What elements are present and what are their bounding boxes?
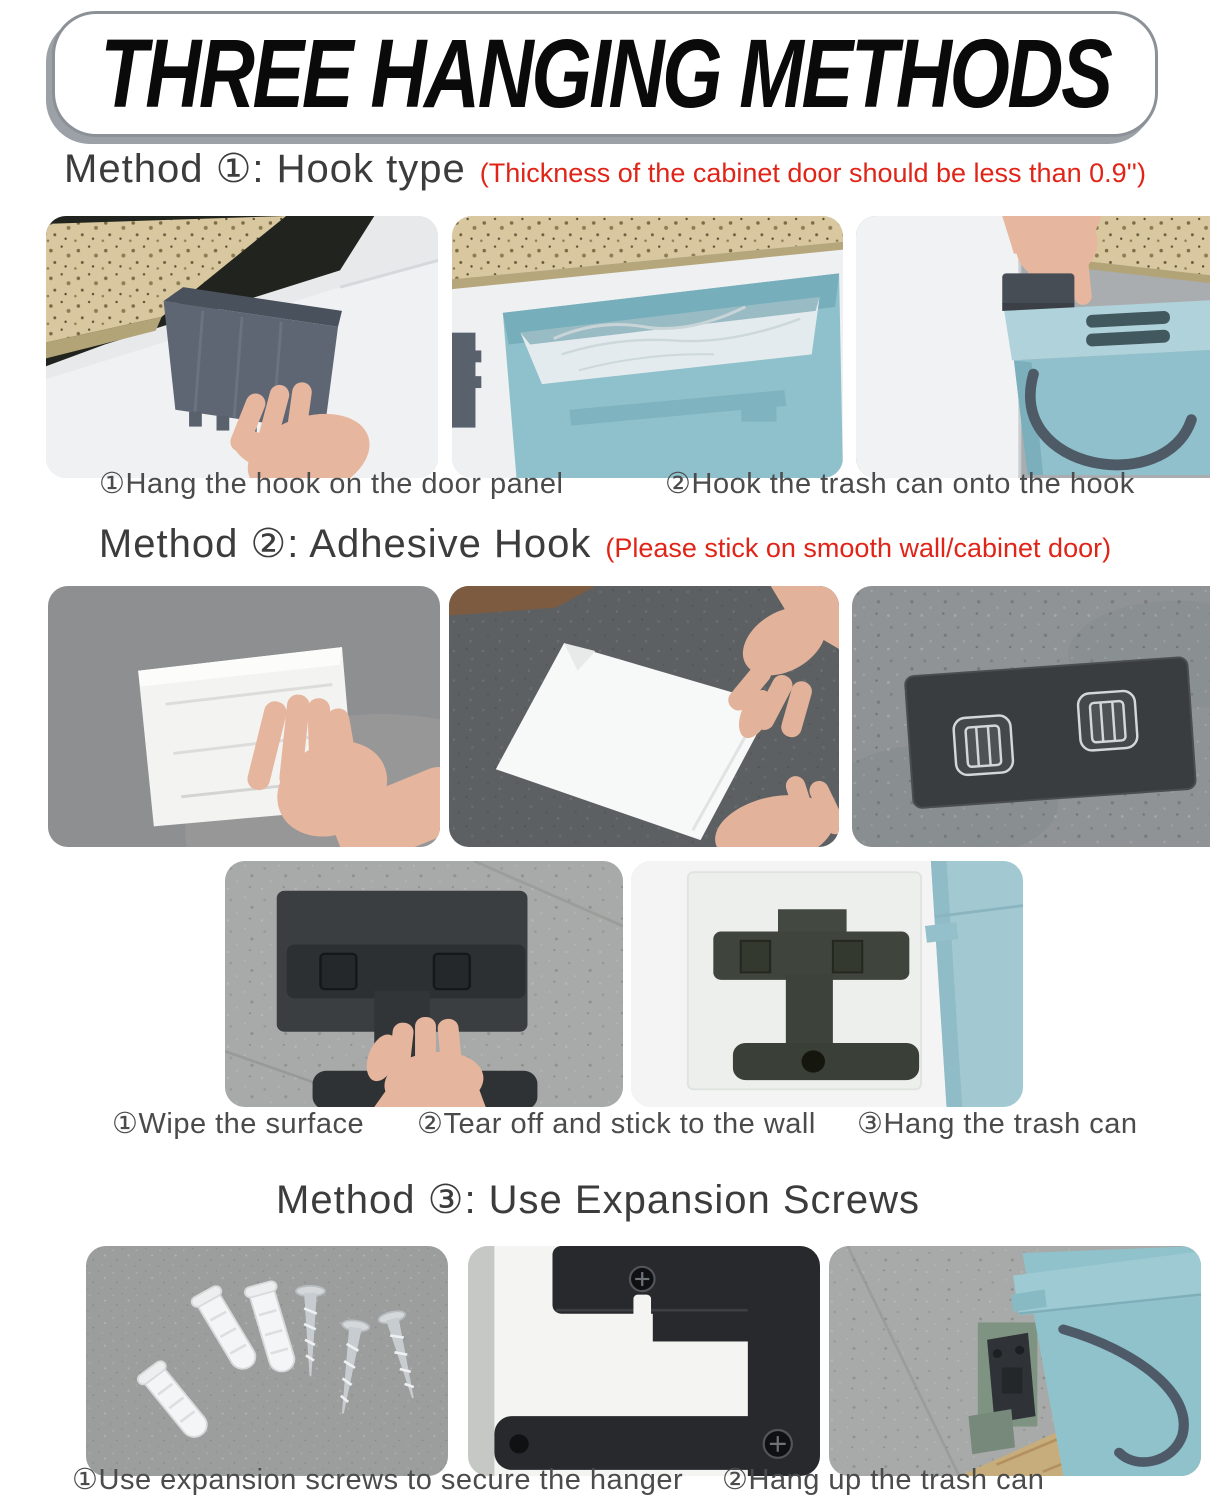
method-2-heading [0, 521, 1210, 567]
bin-on-bracket-illustration [829, 1246, 1201, 1476]
caption-hang-trash-can: ③Hang the trash can [857, 1108, 1138, 1140]
method-1-heading-text: Method ①: Hook type [64, 147, 466, 191]
caption-hang-up-trash-can: ②Hang up the trash can [722, 1464, 1045, 1496]
method-3-heading-text: Method ③: Use Expansion Screws [276, 1178, 920, 1222]
method-2-heading-text: Method ②: Adhesive Hook [98, 522, 592, 566]
caption-expansion-screws: ①Use expansion screws to secure the hanger [72, 1464, 684, 1496]
hanger-screwed-illustration [468, 1246, 820, 1476]
caption-wipe-surface: ①Wipe the surface [112, 1108, 365, 1140]
trash-can-lidded-graphic [1004, 299, 1210, 475]
photo-hanger-screwed [468, 1246, 820, 1476]
photo-hang-hanger-on-adhesive [225, 861, 623, 1107]
method-1-note: (Thickness of the cabinet door should be less than 0.9'') [479, 158, 1146, 188]
photo-hooking-lidded-bin [856, 216, 1210, 478]
photo-wipe-surface [48, 586, 440, 847]
photo-adhesive-plate-on-wall [852, 586, 1210, 847]
method-3-heading [0, 1177, 1210, 1223]
adhesive-plate-graphic [905, 657, 1196, 808]
page-title: THREE HANGING METHODS [99, 19, 1111, 128]
caption-hook-trash-can: ②Hook the trash can onto the hook [665, 468, 1135, 500]
method-1-heading [0, 146, 1210, 192]
hooking-lidded-bin-illustration [856, 216, 1210, 478]
hang-hanger-illustration [225, 861, 623, 1107]
wipe-surface-illustration [48, 586, 440, 847]
hook-on-door-illustration [46, 216, 438, 478]
photo-hook-on-door [46, 216, 438, 478]
tear-adhesive-illustration [449, 586, 839, 847]
photo-hanger-beside-bin [631, 861, 1023, 1107]
photo-bin-open-on-hook [452, 216, 843, 478]
bin-open-on-hook-illustration [452, 216, 843, 478]
method-2-note: (Please stick on smooth wall/cabinet door) [605, 533, 1112, 563]
photo-anchors-screws [86, 1246, 448, 1476]
photo-bin-on-bracket [829, 1246, 1201, 1476]
caption-tear-off-stick: ②Tear off and stick to the wall [417, 1108, 816, 1140]
hanger-beside-bin-illustration [631, 861, 1023, 1107]
photo-tear-adhesive [449, 586, 839, 847]
door-hook-graphic [1002, 273, 1074, 311]
caption-hang-hook: ①Hang the hook on the door panel [99, 468, 564, 500]
adhesive-plate-illustration [852, 586, 1210, 847]
title-banner [52, 11, 1158, 137]
anchors-screws-illustration [86, 1246, 448, 1476]
